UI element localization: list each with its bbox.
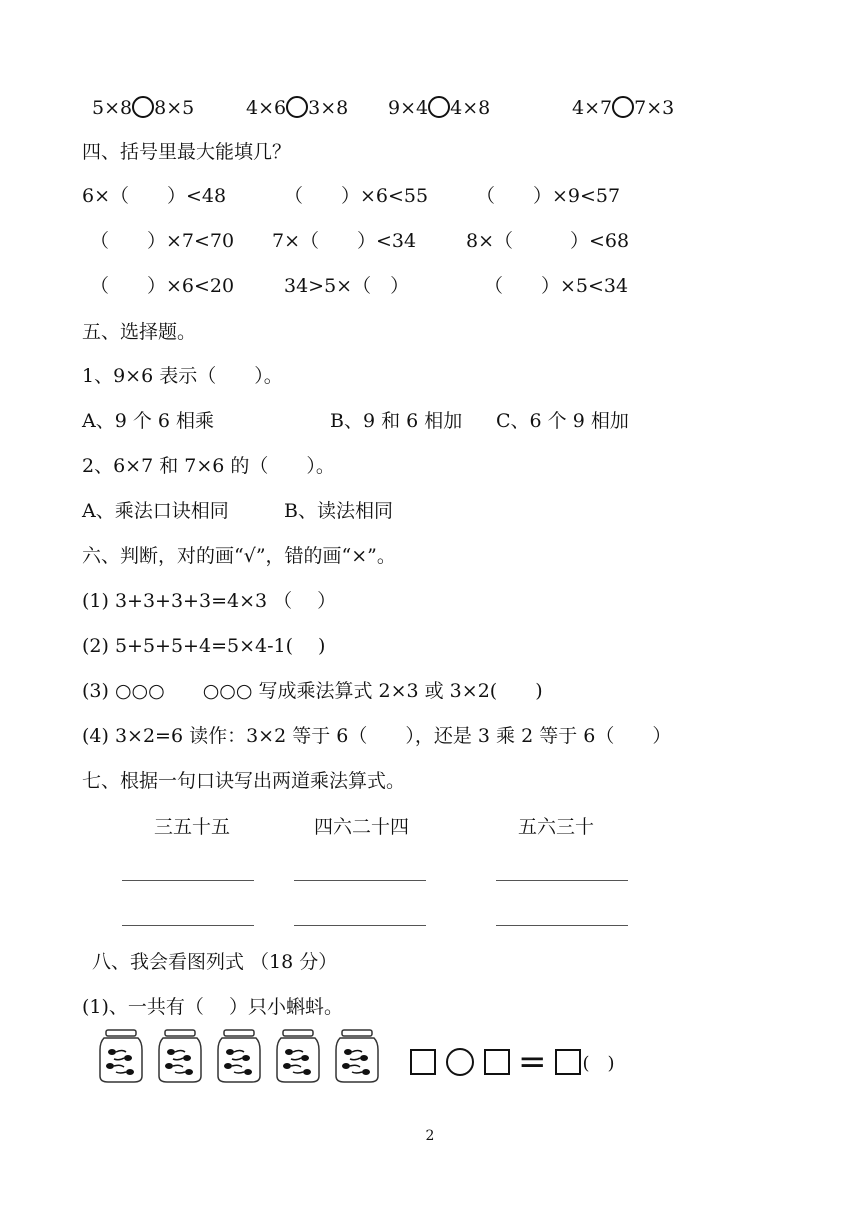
answer-box[interactable] — [484, 1049, 510, 1075]
answer-line[interactable] — [294, 925, 426, 926]
operator-circle[interactable] — [446, 1048, 474, 1076]
answer-line[interactable] — [294, 880, 426, 881]
choice-option[interactable]: A、9 个 6 相乘 — [82, 410, 215, 432]
compare-item-2: 4×6 3×8 — [246, 97, 349, 119]
fill-item[interactable]: 6×（ ）<48 — [82, 185, 227, 207]
page-number: 2 — [425, 1128, 435, 1144]
equals-sign: = — [518, 1042, 547, 1082]
fill-item[interactable]: （ ）×6<20 — [90, 275, 235, 297]
equation-template — [410, 1042, 615, 1082]
fill-item[interactable]: （ ）×5<34 — [484, 275, 629, 297]
rhyme-label: 三五十五 — [154, 816, 231, 838]
choice-option[interactable]: B、读法相同 — [284, 500, 393, 522]
choice-option[interactable]: A、乘法口诀相同 — [82, 500, 229, 522]
compare-blank-circle[interactable] — [428, 96, 450, 118]
fill-item[interactable]: （ ）×7<70 — [90, 230, 235, 252]
choice-question-1: 1、9×6 表示（ ）。 — [82, 365, 283, 387]
section7-title: 七、根据一句口诀写出两道乘法算式。 — [82, 770, 406, 792]
fill-item[interactable]: 34>5×（ ） — [284, 275, 410, 297]
fill-item[interactable]: 8×（ ）<68 — [466, 230, 630, 252]
compare-blank-circle[interactable] — [612, 96, 634, 118]
section6-title: 六、判断，对的画“√”，错的画“×”。 — [82, 545, 396, 567]
tadpole-jar-icon — [332, 1028, 382, 1084]
fill-item[interactable]: （ ）×9<57 — [476, 185, 621, 207]
picture-question-1: (1)、一共有（ ）只小蝌蚪。 — [82, 996, 343, 1018]
compare-blank-circle[interactable] — [132, 96, 154, 118]
section8-title: 八、我会看图列式 （18 分） — [92, 951, 338, 973]
tadpole-jar-icon — [273, 1028, 323, 1084]
compare-item-1: 5×8 8×5 — [92, 97, 195, 119]
compare-item-4: 4×7 7×3 — [572, 97, 675, 119]
judge-item[interactable]: (2) 5+5+5+4=5×4-1( ) — [82, 635, 326, 657]
choice-option[interactable]: B、9 和 6 相加 — [330, 410, 463, 432]
choice-option[interactable]: C、6 个 9 相加 — [496, 410, 629, 432]
tadpole-jar-icon — [214, 1028, 264, 1084]
compare-item-3: 9×4 4×8 — [388, 97, 491, 119]
answer-box[interactable] — [410, 1049, 436, 1075]
unit-paren[interactable]: ( ) — [582, 1053, 615, 1074]
rhyme-label: 四六二十四 — [314, 816, 410, 838]
answer-line[interactable] — [496, 880, 628, 881]
rhyme-label: 五六三十 — [518, 816, 595, 838]
compare-blank-circle[interactable] — [286, 96, 308, 118]
judge-item[interactable]: (1) 3+3+3+3=4×3 （ ） — [82, 590, 337, 612]
judge-item[interactable]: (4) 3×2=6 读作：3×2 等于 6（ ），还是 3 乘 2 等于 6（ ） — [82, 725, 672, 747]
tadpole-jar-icon — [96, 1028, 146, 1084]
fill-item[interactable]: （ ）×6<55 — [284, 185, 429, 207]
judge-item[interactable]: (3) ○○○ ○○○ 写成乘法算式 2×3 或 3×2( ) — [82, 680, 543, 702]
answer-line[interactable] — [496, 925, 628, 926]
section4-title: 四、括号里最大能填几？ — [82, 141, 292, 163]
tadpole-jar-icon — [155, 1028, 205, 1084]
answer-box[interactable] — [555, 1049, 581, 1075]
fill-item[interactable]: 7×（ ）<34 — [272, 230, 417, 252]
answer-line[interactable] — [122, 925, 254, 926]
answer-line[interactable] — [122, 880, 254, 881]
section5-title: 五、选择题。 — [82, 321, 197, 343]
choice-question-2: 2、6×7 和 7×6 的（ ）。 — [82, 455, 335, 477]
